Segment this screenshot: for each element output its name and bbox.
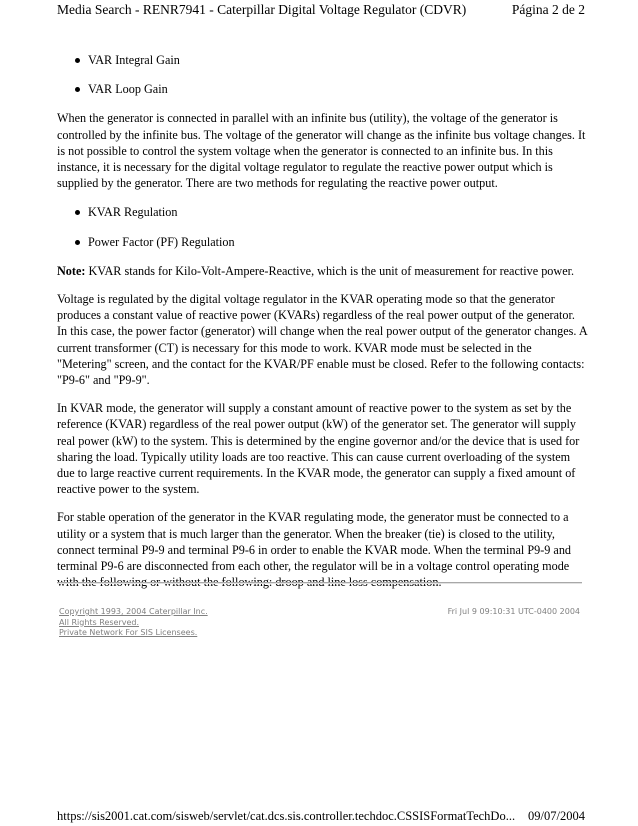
copyright-link[interactable]: Copyright 1993, 2004 Caterpillar Inc. bbox=[59, 607, 208, 616]
page-footer bbox=[59, 607, 580, 639]
document-body bbox=[57, 52, 587, 602]
paragraph-infinite-bus: When the generator is connected in parallel with an infinite bus (utility), the voltage of the generator is controlled by the infinite bus. The voltage of the generator will change as the infinite bus voltage changes. It is not possible to control the system voltage when the generator is connected to an infinite bus. In this instance, it is necessary for the digital voltage regulator to regulate the reactive power output which is supplied by the generator. There are two methods for regulating the reactive power output. bbox=[57, 111, 586, 191]
note-text: KVAR stands for Kilo-Volt-Ampere-Reactive, which is the unit of measurement for reactive power. bbox=[85, 263, 575, 278]
paragraph-stable-operation: For stable operation of the generator in the KVAR regulating mode, the generator must be connected to a utility or a system that is much larger than the generator. When the breaker (tie) is closed to the utility, connect terminal P9-9 and terminal P9-6 in order to enable the KVAR mode. When the terminal P9-9 and terminal P9-6 are disconnected from each other, the regulator will be in a voltage control operating mode with the following or without the following: droop and line loss compensation. bbox=[57, 510, 572, 590]
list-item: Power Factor (PF) Regulation bbox=[57, 234, 587, 250]
print-date: 09/07/2004 bbox=[528, 809, 585, 823]
note-label: Note: bbox=[57, 263, 86, 278]
footer-timestamp: Fri Jul 9 09:10:31 UTC-0400 2004 bbox=[447, 607, 580, 616]
rights-link[interactable]: All Rights Reserved. bbox=[59, 617, 140, 627]
gain-list bbox=[57, 52, 587, 97]
network-link[interactable]: Private Network For SIS Licensees. bbox=[59, 628, 198, 637]
divider bbox=[57, 582, 582, 584]
print-header bbox=[57, 2, 585, 18]
footer-links bbox=[59, 607, 208, 639]
list-item: KVAR Regulation bbox=[57, 204, 587, 220]
list-item: VAR Integral Gain bbox=[57, 52, 587, 68]
paragraph-kvar-mode: In KVAR mode, the generator will supply a constant amount of reactive power to the system as set by the reference (KVAR) regardless of the real power output (kW) of the generator set. The generator will supply real power (kW) to the system. This is determined by the engine governor and/or the device that is used for sharing the load. Typically utility loads are too reactive. This can cause current overloading of the system due to large reactive current requirements. In the KVAR mode, the generator can supply a fixed amount of reactive power to the system. bbox=[57, 401, 580, 497]
print-footer bbox=[57, 809, 585, 824]
regulation-methods-list bbox=[57, 204, 587, 249]
note-paragraph bbox=[57, 263, 587, 279]
document-title: Media Search - RENR7941 - Caterpillar Digital Voltage Regulator (CDVR) bbox=[57, 2, 467, 17]
paragraph-kvar-operating-mode: Voltage is regulated by the digital voltage regulator in the KVAR operating mode so that the generator produces a constant value of reactive power (KVARs) regardless of the real power output of the generator. In this case, the power factor (generator) will change when the real power output of the generator changes. A current transformer (CT) is necessary for this mode to work. KVAR mode must be selected in the "Metering" screen, and the contact for the KVAR/PF enable must be closed. Refer to the following contacts: "P9-6" and "P9-9". bbox=[57, 292, 587, 388]
source-url: https://sis2001.cat.com/sisweb/servlet/cat.dcs.sis.controller.techdoc.CSSISFormatTechDo... bbox=[57, 809, 516, 823]
list-item: VAR Loop Gain bbox=[57, 81, 587, 97]
page-number: Página 2 de 2 bbox=[511, 2, 585, 17]
